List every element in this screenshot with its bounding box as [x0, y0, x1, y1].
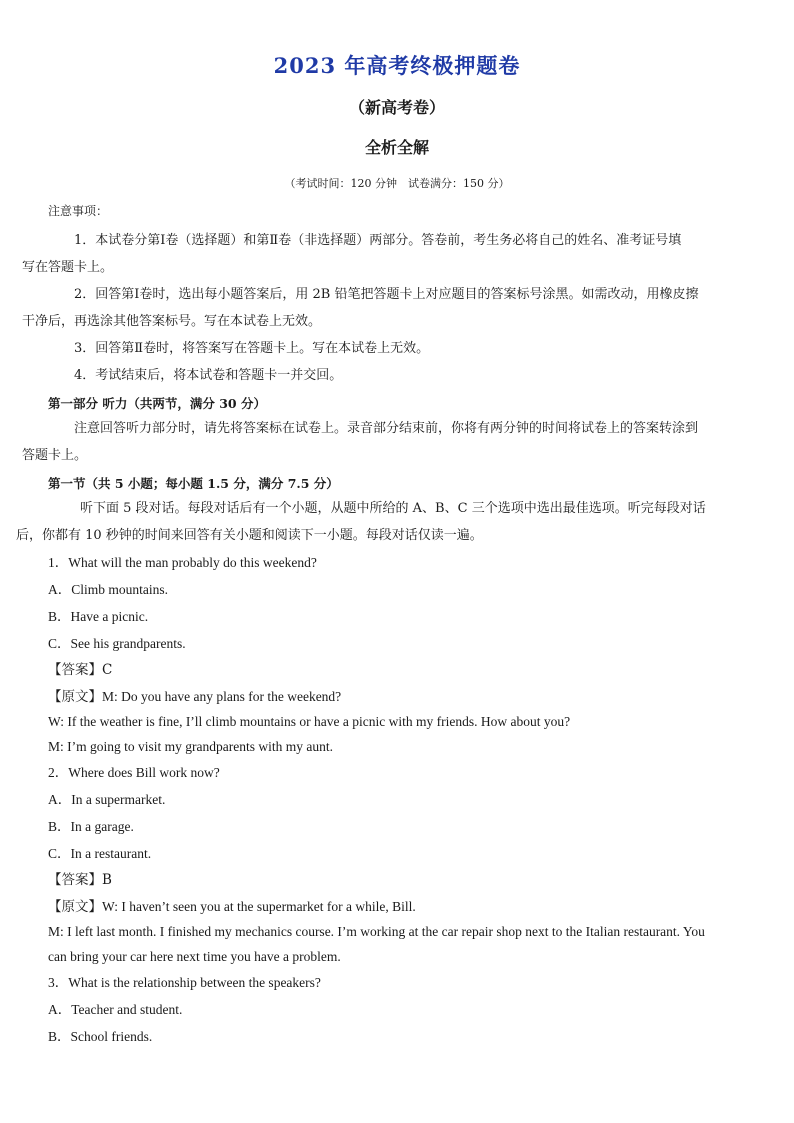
answer-label: 【答案】B — [48, 872, 112, 888]
document-body — [16, 200, 748, 1050]
question-stem: 2．Where does Bill work now? — [48, 765, 220, 780]
option-b: B．Have a picnic. — [48, 609, 149, 624]
option-c: C．See his grandparents. — [48, 636, 186, 651]
notes-label: 注意事项： — [48, 204, 109, 218]
page-subtitle-analysis: 全析全解 — [364, 138, 429, 157]
script-line: M: I left last month. I finished my mechanics course. I’m working at the car repair shop next to the Italian restaurant. You — [48, 924, 705, 939]
section1-heading: 第一节（共 5 小题；每小题 1.5 分，满分 7.5 分） — [48, 476, 339, 491]
note-item-2 — [22, 281, 748, 335]
script-line: can bring your car here next time you have a problem. — [48, 949, 341, 964]
script-line: 【原文】M: Do you have any plans for the weekend? — [48, 689, 342, 704]
page-subtitle: （新高考卷） — [348, 98, 445, 117]
option-c: C．In a restaurant. — [48, 846, 152, 861]
part1-intro-line2: 答题卡上。 — [22, 448, 88, 463]
note-item-1-line1: 1．本试卷分第Ⅰ卷（选择题）和第Ⅱ卷（非选择题）两部分。答卷前，考生务必将自己的姓名、准考证号填 — [74, 233, 682, 248]
part1-heading: 第一部分 听力（共两节，满分 30 分） — [48, 396, 266, 411]
question-stem: 3．What is the relationship between the speakers? — [48, 975, 321, 990]
note-item-4: 4．考试结束后，将本试卷和答题卡一并交回。 — [74, 368, 343, 383]
note-item-3: 3．回答第Ⅱ卷时，将答案写在答题卡上。写在本试卷上无效。 — [74, 341, 430, 356]
option-b: B．In a garage. — [48, 819, 134, 834]
note-item-2-line1: 2．回答第Ⅰ卷时，选出每小题答案后，用 2B 铅笔把答题卡上对应题目的答案标号涂黑。如需改动，用橡皮擦 — [74, 287, 699, 302]
script-line: M: I’m going to visit my grandparents with my aunt. — [48, 739, 333, 754]
option-a: A．Climb mountains. — [48, 582, 169, 597]
note-item-1-line2: 写在答题卡上。 — [22, 260, 114, 275]
part1-intro — [22, 415, 748, 469]
section1-intro-line1: 听下面 5 段对话。每段对话后有一个小题，从题中所给的 A、B、C 三个选项中选出最佳选项。听完每段对话 — [80, 501, 706, 516]
answer-label: 【答案】C — [48, 662, 113, 678]
part1-intro-line1: 注意回答听力部分时，请先将答案标在试卷上。录音部分结束前，你将有两分钟的时间将试卷上的答案转涂到 — [74, 421, 699, 436]
section1-intro — [16, 495, 748, 549]
option-b: B．School friends. — [48, 1029, 153, 1044]
note-item-2-line2: 干净后，再选涂其他答案标号。写在本试卷上无效。 — [22, 314, 322, 329]
exam-info: （考试时间：120 分钟 试卷满分：150 分） — [284, 177, 510, 190]
section1-intro-line2: 后，你都有 10 秒钟的时间来回答有关小题和阅读下一小题。每段对话仅读一遍。 — [16, 528, 483, 543]
note-item-1 — [22, 227, 748, 281]
question-stem: 1．What will the man probably do this weekend? — [48, 555, 317, 570]
option-a: A．Teacher and student. — [48, 1002, 183, 1017]
script-line: W: If the weather is fine, I’ll climb mountains or have a picnic with my friends. How about you? — [48, 714, 571, 729]
script-line: 【原文】W: I haven’t seen you at the supermarket for a while, Bill. — [48, 899, 416, 914]
page-title: 2023 年高考终极押题卷 — [273, 53, 521, 78]
option-a: A．In a supermarket. — [48, 792, 166, 807]
